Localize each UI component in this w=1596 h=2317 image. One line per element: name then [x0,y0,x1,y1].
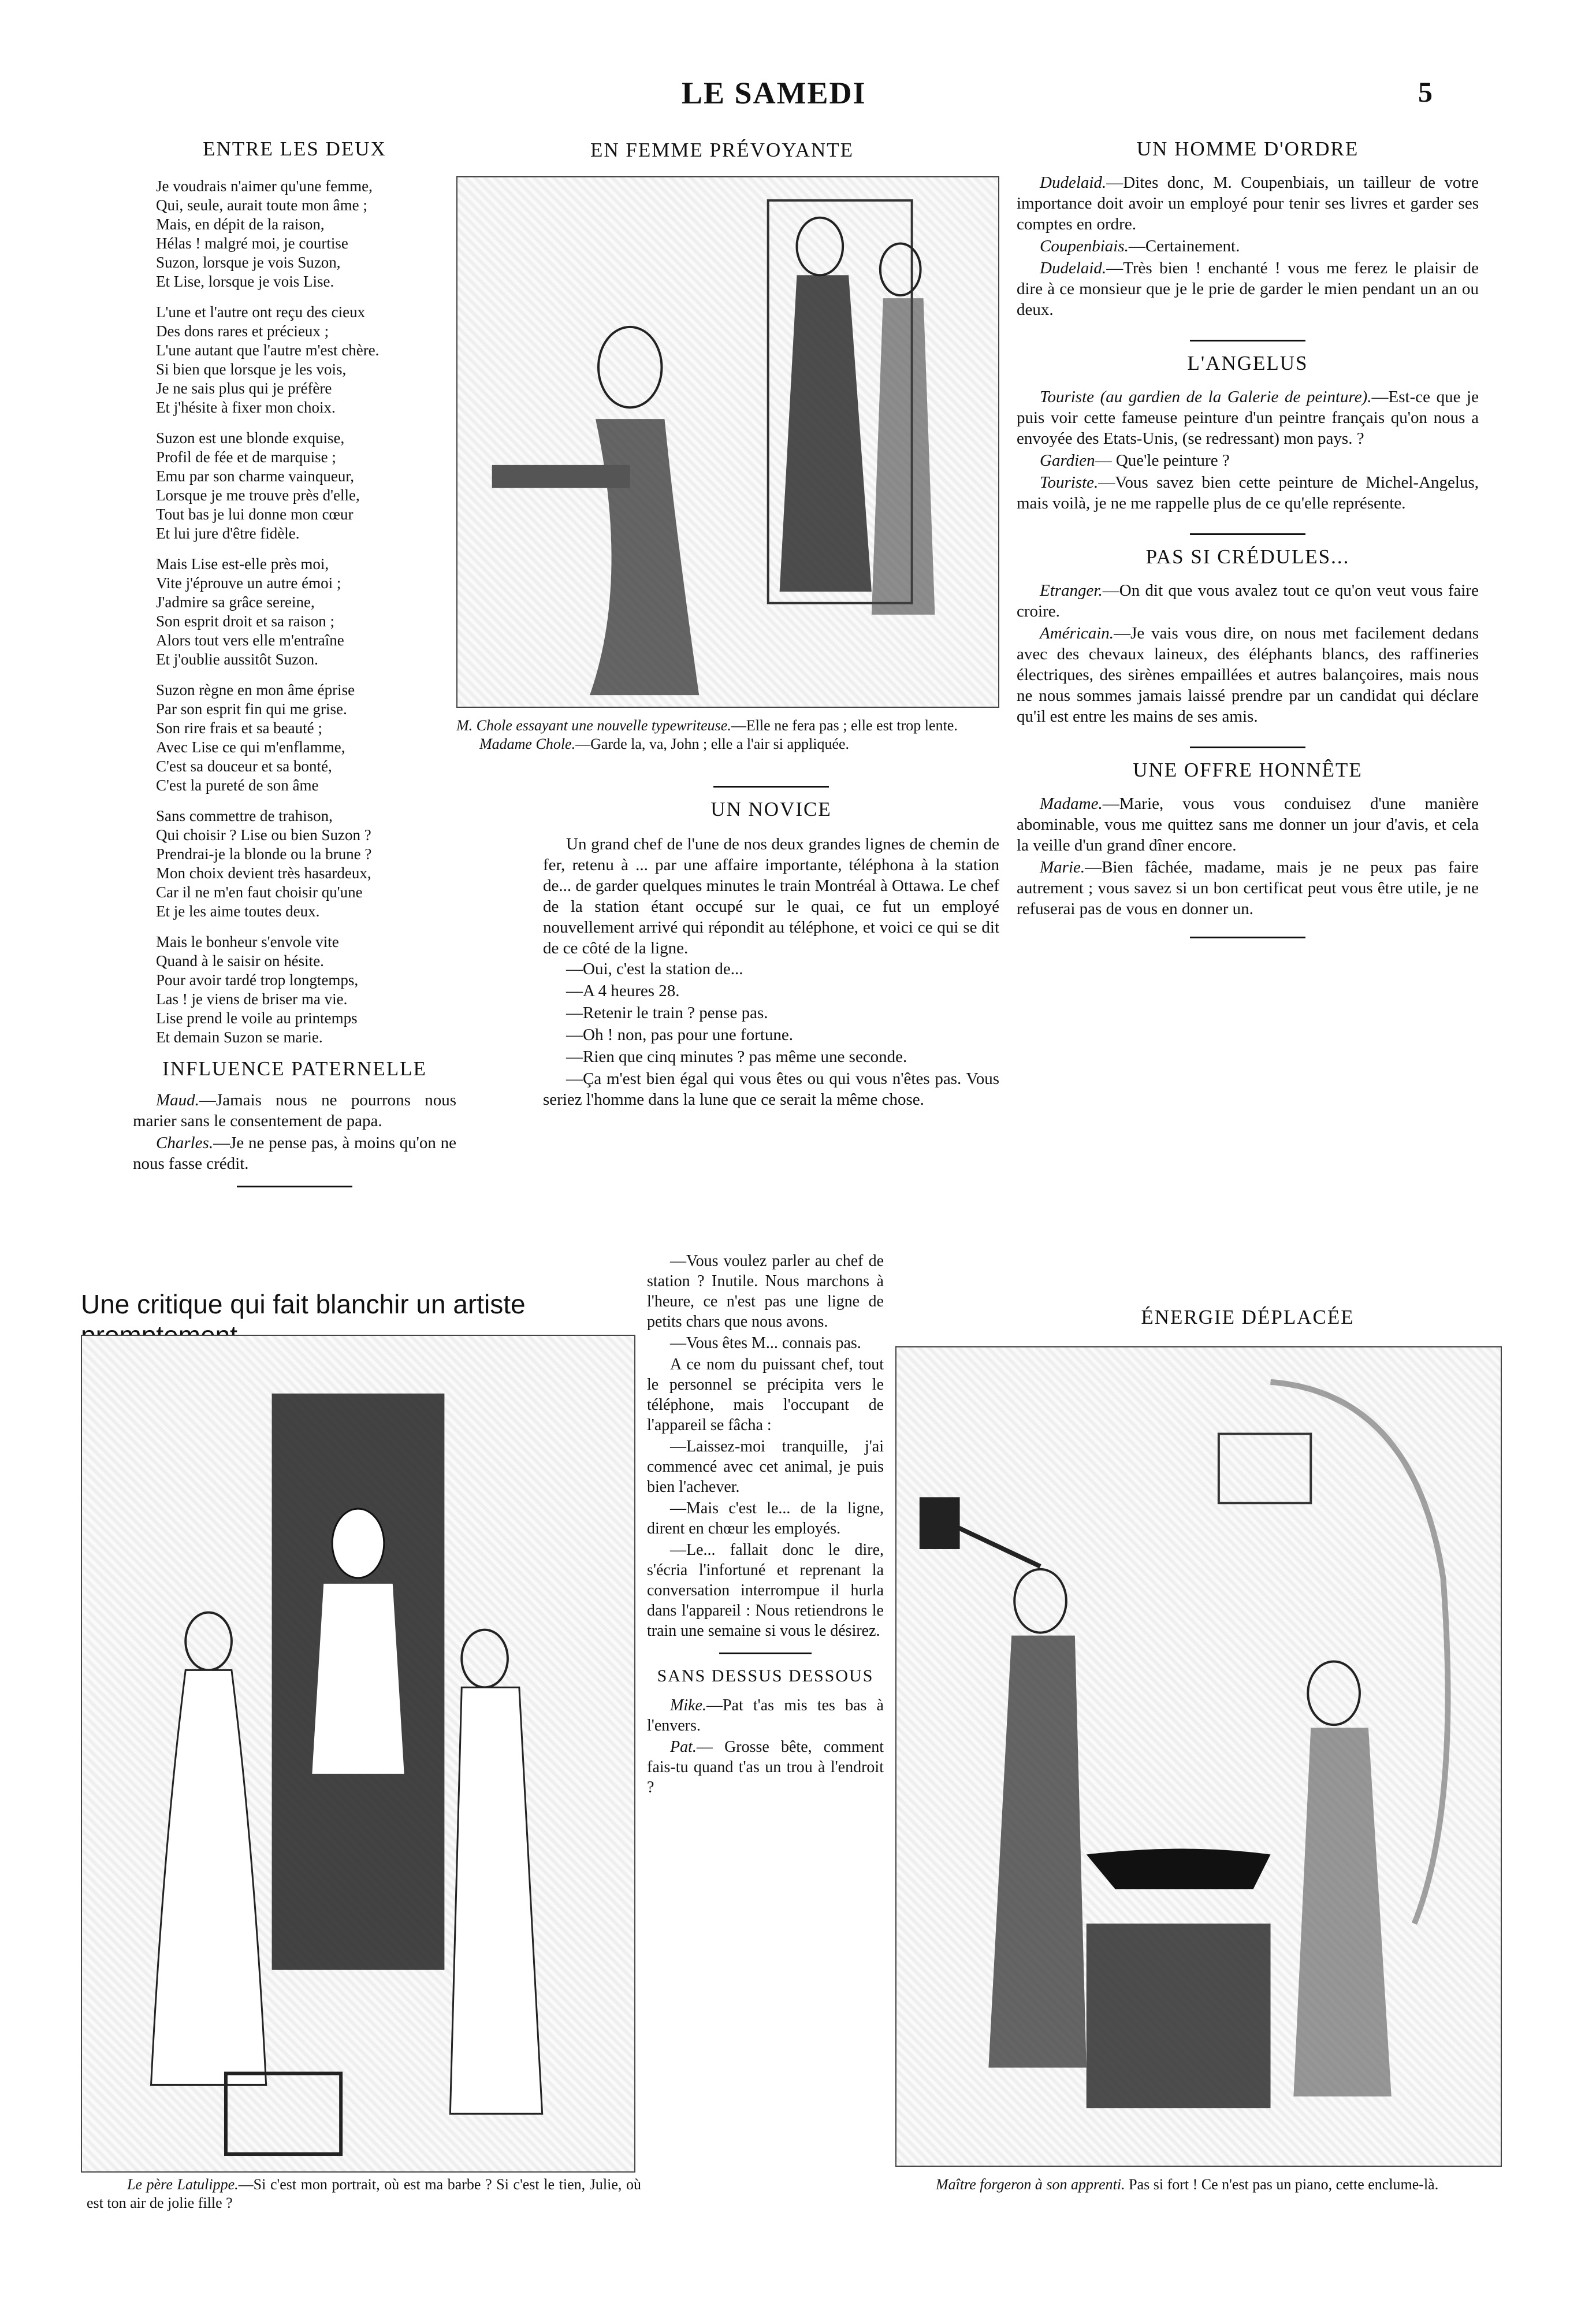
poem-stanza: Mais Lise est-elle près moi, Vite j'éprouve un autre émoi ; J'admire sa grâce sereine, Son esprit droit et sa raison ; Alors tout vers elle m'entraîne Et j'oublie aussitôt Suzon. [156,555,344,668]
dialogue-line: Dudelaid.—Très bien ! enchanté ! vous me ferez le plaisir de dire à ce monsieur que je le prie de garder le mien pendant un an ou deux. [1017,259,1479,319]
dialogue-line: —Vous êtes M... connais pas. [670,1334,861,1352]
article-influence [133,1090,456,1174]
divider [1190,340,1305,341]
poem-stanza: Mais le bonheur s'envole vite Quand à le saisir on hésite. Pour avoir tardé trop longtemps, Las ! je viens de briser ma vie. Lise prend le voile au printemps Et demain Suzon se marie. [156,933,359,1046]
dialogue-line: Etranger.—On dit que vous avalez tout ce qu'on veut vous faire croire. [1017,581,1479,621]
column-right [1017,139,1479,950]
dialogue-line: —Rien que cinq minutes ? pas même une seconde. [566,1048,907,1066]
newspaper-title: LE SAMEDI [682,76,866,110]
illustration-portrait [81,1335,635,2173]
caption-line: M. Chole essayant une nouvelle typewriteuse.—Elle ne fera pas ; elle est trop lente. [456,717,958,734]
divider [1190,747,1305,748]
dialogue-line: —Vous voulez parler au chef de station ? Inutile. Nous marchons à l'heure, ce n'est pas une ligne de petits chars que nous avons. [647,1252,884,1331]
section-title-offre: UNE OFFRE HONNÊTE [1133,759,1363,781]
dialogue-line: —Le... fallait donc le dire, s'écria l'infortuné et reprenant la conversation interrompue il hurla dans l'appareil : Nous retiendrons le train une semaine si vous le désirez. [647,1541,884,1640]
novice-intro: Un grand chef de l'une de nos deux grandes lignes de chemin de fer, retenu à ... par une affaire importante, téléphona à la station de... de garder quelques minutes le train Montréal à Ottawa. Le chef de la station étant occupé sur le quai, ce fut un employé nouvellement arrivé qui répondit au téléphone, et voici ce qui se dit de ce côté de la ligne. [543,835,999,957]
dialogue-line: Maud.—Jamais nous ne pourrons nous marier sans le consentement de papa. [133,1091,456,1130]
section-title-angelus: L'ANGELUS [1187,352,1308,374]
column-left [133,139,456,1199]
poem-entre-les-deux [133,177,456,1047]
poem-stanza: Je voudrais n'aimer qu'une femme, Qui, seule, aurait toute mon âme ; Mais, en dépit de la raison, Hélas ! malgré moi, je courtise Suzon, lorsque je vois Suzon, Et Lise, lorsque je vois Lise. [156,177,373,290]
dialogue-line: —Ça m'est bien égal qui vous êtes ou qui vous n'êtes pas. Vous seriez l'homme dans la lune que ce serait la même chose. [543,1070,999,1109]
dialogue-line: —A 4 heures 28. [566,982,680,1000]
dialogue-line: Madame.—Marie, vous vous conduisez d'une manière abominable, vous me quittez sans me donner un jour d'avis, et cela la veille d'un grand dîner encore. [1017,794,1479,855]
article-credules [1017,580,1479,727]
poem-stanza: Suzon règne en mon âme éprise Par son esprit fin qui me grise. Son rire frais et sa beauté ; Avec Lise ce qui m'enflamme, C'est sa douceur et sa bonté, C'est la pureté de son âme [156,681,355,794]
dialogue-line: Marie.—Bien fâchée, madame, mais je ne peux pas faire autrement ; vous savez si un bon certificat peut vous être utile, je ne refuserai pas de vous en donner un. [1017,858,1479,918]
section-title-homme-ordre: UN HOMME D'ORDRE [1136,138,1359,160]
poem-stanza: Suzon est une blonde exquise, Profil de fée et de marquise ; Emu par son charme vainqueur, Lorsque je me trouve près d'elle, Tout bas je lui donne mon cœur Et lui jure d'être fidèle. [156,429,360,542]
divider [1190,937,1305,938]
column-narrow [647,1251,884,1799]
divider [237,1186,352,1187]
caption-line: Madame Chole.—Garde la, va, John ; elle a l'air si appliquée. [479,736,850,752]
article-sans-dessus [647,1695,884,1798]
section-title-energie: ÉNERGIE DÉPLACÉE [1141,1306,1355,1328]
dialogue-line: —Mais c'est le... de la ligne, dirent en chœur les employés. [647,1499,884,1538]
section-title-entre-les-deux: ENTRE LES DEUX [203,138,386,160]
illustration-typewriter [456,176,999,708]
dialogue-line: —Retenir le train ? pense pas. [566,1004,768,1022]
dialogue-line: Gardien— Que'le peinture ? [1040,451,1230,470]
dialogue-line: —Oh ! non, pas pour une fortune. [566,1026,794,1044]
poem-stanza: L'une et l'autre ont reçu des cieux Des dons rares et précieux ; L'une autant que l'autre m'est chère. Si bien que lorsque je les vois, Je ne sais plus qui je préfère Et j'hésite à fixer mon choix. [156,303,380,416]
caption-portrait: Le père Latulippe.—Si c'est mon portrait, où est ma barbe ? Si c'est le tien, Julie, où est ton air de jolie fille ? [87,2176,641,2211]
section-title-credules: PAS SI CRÉDULES... [1145,545,1350,568]
dialogue-line: Coupenbiais.—Certainement. [1040,237,1240,255]
dialogue-line: Américain.—Je vais vous dire, on nous met facilement dedans avec des chevaux laineux, des éléphants blancs, des raffineries électriques, des sirènes empaillées et autres balançoires, mais nous ne nous sommes jamais laissé prendre par un candidat qui déclare qu'il est entre les mains de ses amis. [1017,624,1479,726]
section-title-femme: EN FEMME PRÉVOYANTE [590,139,854,161]
caption-forge: Maître forgeron à son apprenti. Pas si fort ! Ce n'est pas un piano, cette enclume-là. [936,2176,1439,2193]
dialogue-line: Touriste (au gardien de la Galerie de peinture).—Est-ce que je puis voir cette fameuse peinture d'un peintre français qu'on nous a envoyée des Etats-Unis, (se redressant) mon pays. ? [1017,388,1479,448]
section-title-novice: UN NOVICE [710,798,832,820]
dialogue-line: Dudelaid.—Dites donc, M. Coupenbiais, un tailleur de votre importance doit avoir un employé pour tenir ses livres et garder ses comptes en ordre. [1017,173,1479,233]
section-title-sans-dessus: SANS DESSUS DESSOUS [657,1666,874,1685]
dialogue-line: Pat.— Grosse bête, comment fais-tu quand t'as un trou à l'endroit ? [647,1738,884,1796]
column-middle [543,786,999,1111]
divider [1190,533,1305,535]
illustration-forge [895,1346,1502,2167]
divider [713,786,829,788]
dialogue-line: Mike.—Pat t'as mis tes bas à l'envers. [647,1696,884,1735]
article-homme-ordre [1017,172,1479,320]
article-offre [1017,793,1479,919]
caption-typewriter [456,716,999,753]
dialogue-line: Touriste.—Vous savez bien cette peinture de Michel-Angelus, mais voilà, je ne me rappelle plus de ce qu'elle représente. [1017,473,1479,513]
dialogue-line: —Oui, c'est la station de... [566,960,743,978]
section-title-influence: INFLUENCE PATERNELLE [162,1057,427,1080]
poem-stanza: Sans commettre de trahison, Qui choisir ? Lise ou bien Suzon ? Prendrai-je la blonde ou la brune ? Mon choix devient très hasardeux, Car il ne m'en faut choisir qu'une Et je les aime toutes deux. [156,807,372,920]
page-number: 5 [1418,76,1433,108]
article-angelus [1017,387,1479,514]
dialogue-line: A ce nom du puissant chef, tout le personnel se précipita vers le téléphone, mais l'occupant de l'appareil se fâcha : [647,1356,884,1434]
dialogue-line: Charles.—Je ne pense pas, à moins qu'on ne nous fasse crédit. [133,1134,456,1173]
dialogue-line: —Laissez-moi tranquille, j'ai commencé avec cet animal, je puis bien l'achever. [647,1438,884,1496]
section-title-critique: Une critique qui fait blanchir un artiste [81,1289,526,1319]
divider [719,1653,812,1654]
